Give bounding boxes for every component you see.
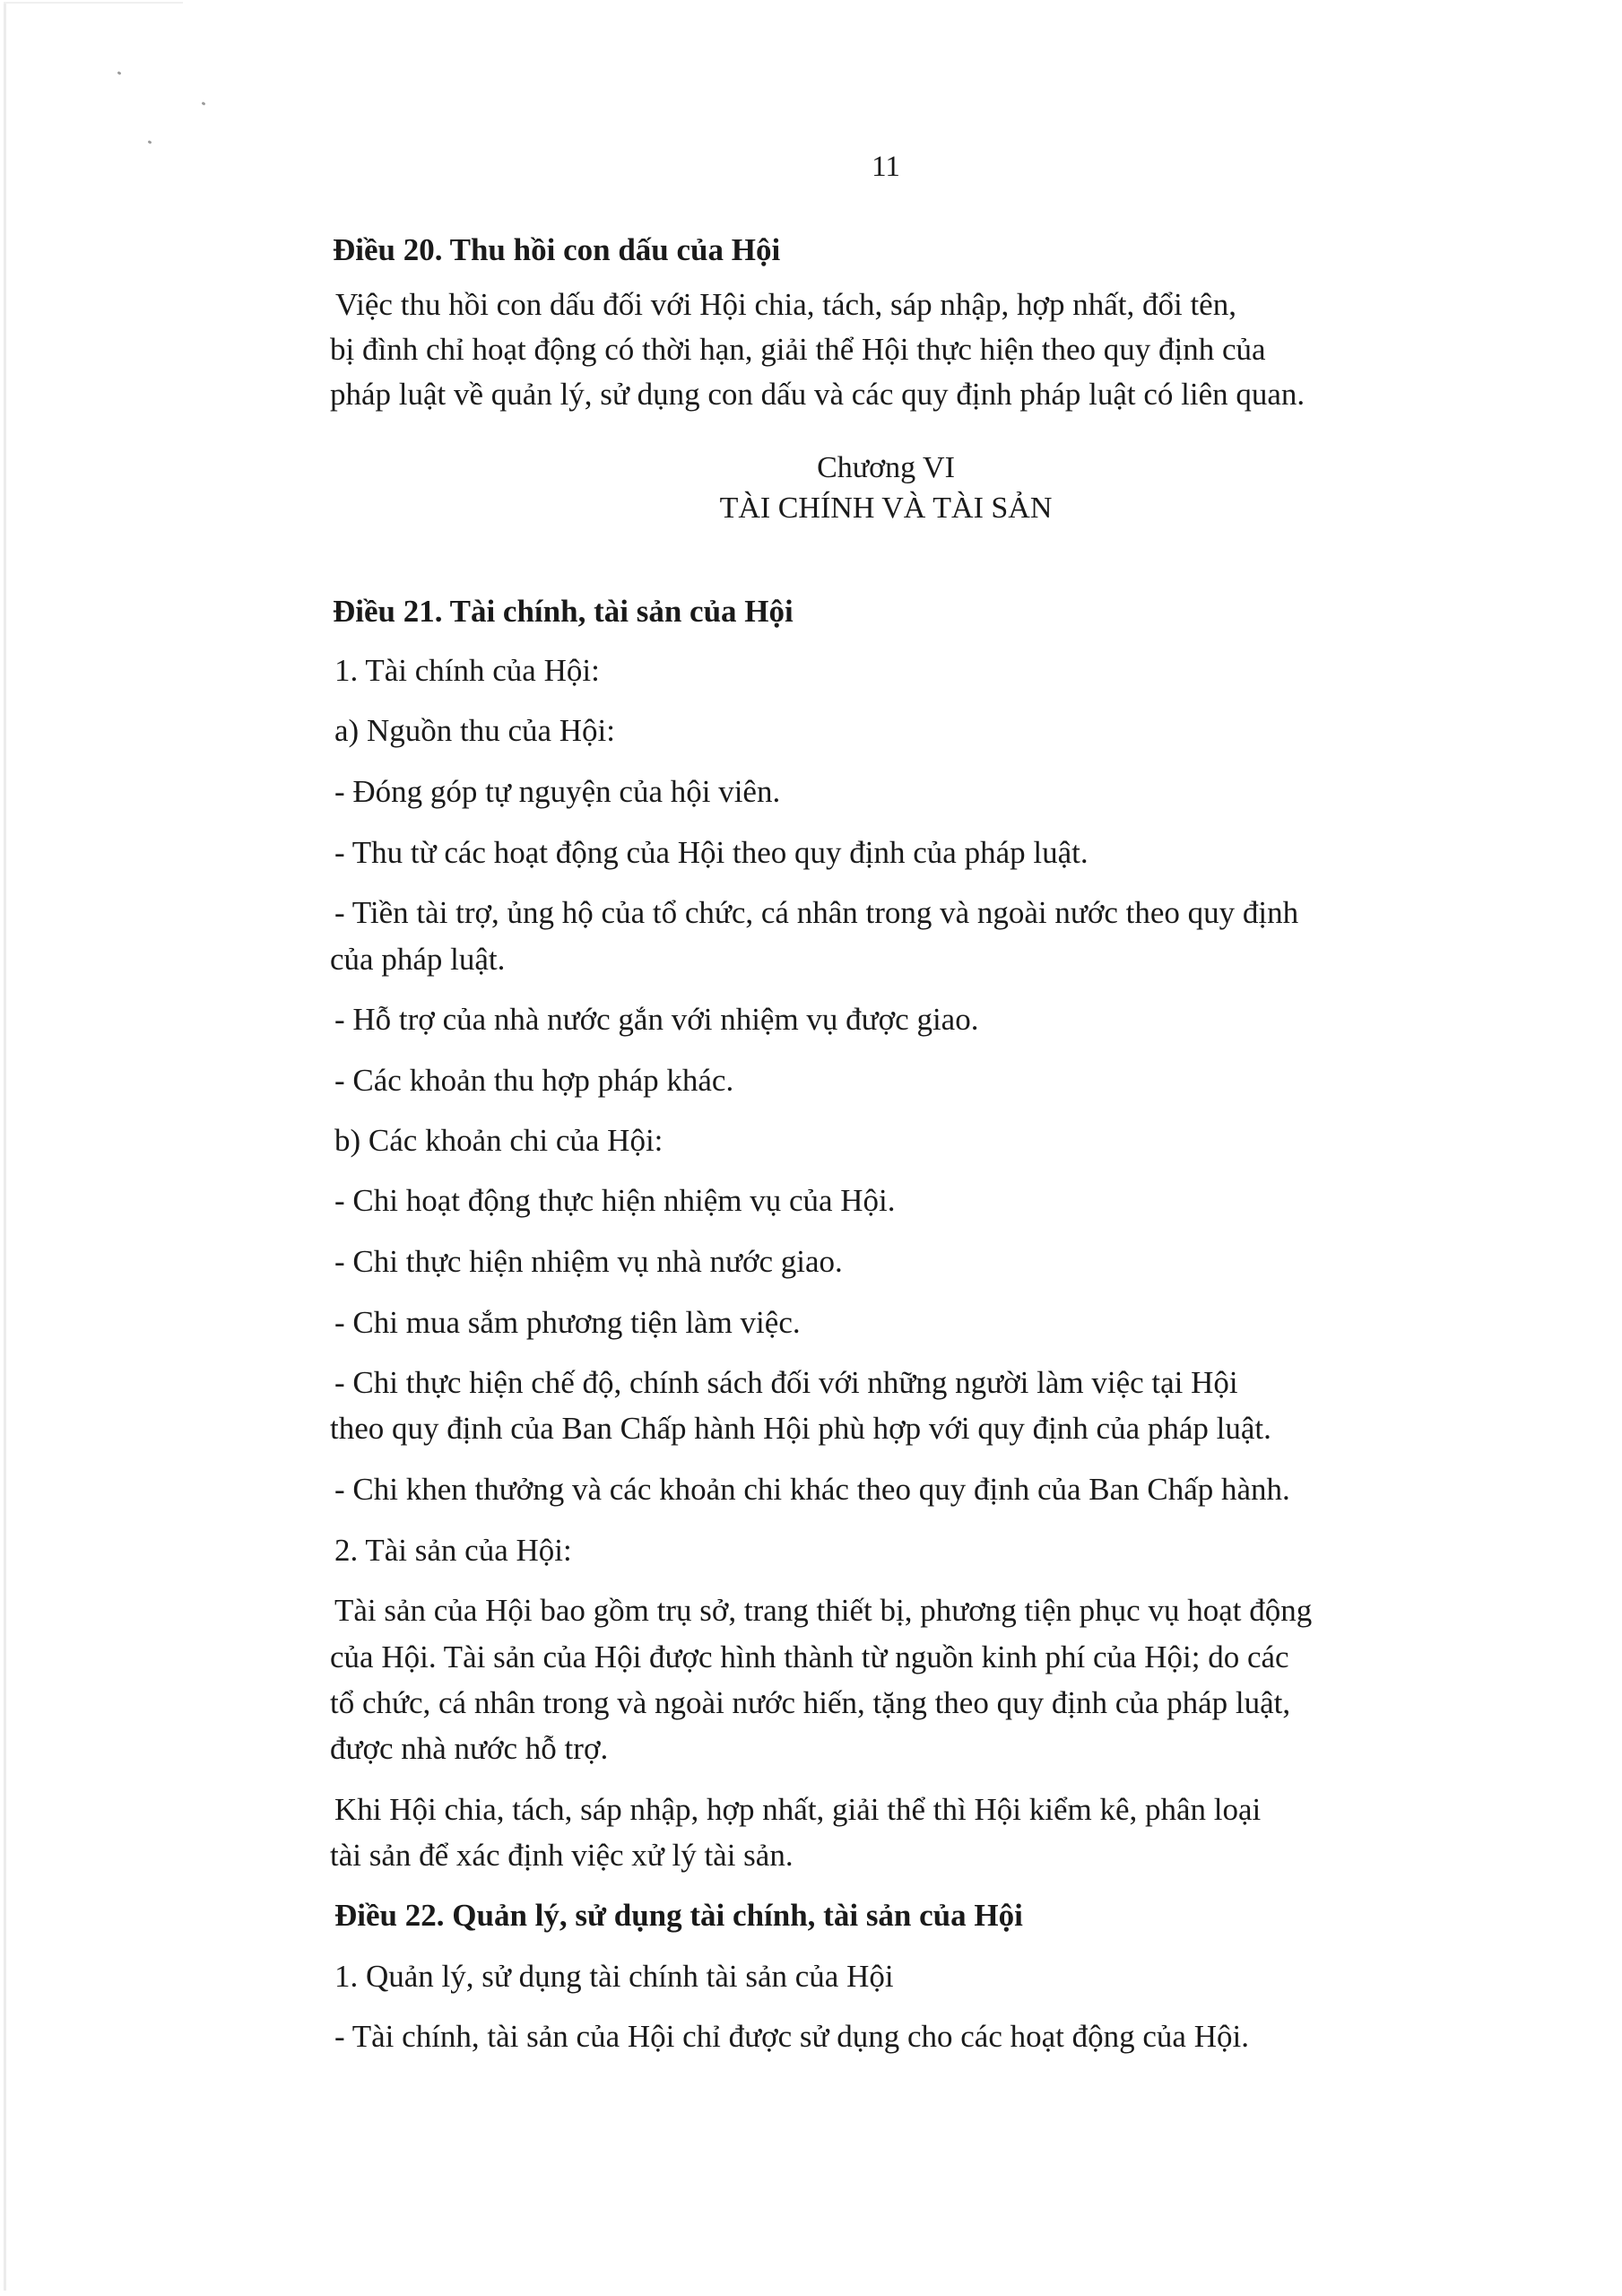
- income-item: - Các khoản thu hợp pháp khác.: [334, 1063, 734, 1098]
- income-item: - Thu từ các hoạt động của Hội theo quy định của pháp luật.: [334, 835, 1089, 870]
- chapter-label: Chương VI: [817, 451, 955, 484]
- expense-item: - Chi thực hiện chế độ, chính sách đối với những người làm việc tại Hội: [334, 1365, 1238, 1400]
- article-21-heading: Điều 21. Tài chính, tài sản của Hội: [333, 594, 794, 629]
- expense-item: - Chi khen thưởng và các khoản chi khác theo quy định của Ban Chấp hành.: [334, 1472, 1290, 1507]
- expense-item: - Chi thực hiện nhiệm vụ nhà nước giao.: [334, 1244, 843, 1279]
- scan-edge-left: [4, 4, 6, 2291]
- article-20-heading: Điều 20. Thu hồi con dấu của Hội: [333, 232, 781, 267]
- article-22-heading: Điều 22. Quản lý, sử dụng tài chính, tài sản của Hội: [334, 1898, 1023, 1933]
- income-item: - Hỗ trợ của nhà nước gắn với nhiệm vụ được giao.: [334, 1002, 979, 1037]
- income-item: - Tiền tài trợ, ủng hộ của tổ chức, cá nhân trong và ngoài nước theo quy định: [334, 895, 1299, 930]
- expense-item: - Chi mua sắm phương tiện làm việc.: [334, 1305, 801, 1340]
- assets-line: tổ chức, cá nhân trong và ngoài nước hiến, tặng theo quy định của pháp luật,: [330, 1685, 1291, 1720]
- income-item: - Đóng góp tự nguyện của hội viên.: [334, 774, 781, 809]
- scan-speck: [202, 101, 206, 106]
- expense-item-continuation: theo quy định của Ban Chấp hành Hội phù hợp với quy định của pháp luật.: [330, 1411, 1271, 1446]
- article-21-item-1: 1. Tài chính của Hội:: [334, 653, 600, 688]
- assets-line: của Hội. Tài sản của Hội được hình thành từ nguồn kinh phí của Hội; do các: [330, 1639, 1289, 1674]
- expense-item: - Chi hoạt động thực hiện nhiệm vụ của Hội.: [334, 1183, 896, 1218]
- article-20-line: Việc thu hồi con dấu đối với Hội chia, tách, sáp nhập, hợp nhất, đổi tên,: [335, 287, 1236, 322]
- scan-speck: [117, 71, 122, 75]
- article-22-line: - Tài chính, tài sản của Hội chỉ được sử dụng cho các hoạt động của Hội.: [334, 2019, 1249, 2054]
- article-20-body: [330, 283, 1442, 417]
- income-item-continuation: của pháp luật.: [330, 942, 506, 977]
- assets-line: Tài sản của Hội bao gồm trụ sở, trang thiết bị, phương tiện phục vụ hoạt động: [334, 1593, 1313, 1628]
- article-21-item-1a: a) Nguồn thu của Hội:: [334, 713, 615, 748]
- inventory-line: tài sản để xác định việc xử lý tài sản.: [330, 1838, 794, 1873]
- article-20-line: pháp luật về quản lý, sử dụng con dấu và các quy định pháp luật có liên quan.: [330, 377, 1305, 412]
- article-21-item-1b: b) Các khoản chi của Hội:: [334, 1123, 664, 1158]
- article-21-item-2: 2. Tài sản của Hội:: [334, 1533, 572, 1568]
- inventory-line: Khi Hội chia, tách, sáp nhập, hợp nhất, giải thể thì Hội kiểm kê, phân loại: [334, 1792, 1262, 1827]
- scan-edge-top: [4, 2, 183, 4]
- chapter-title: TÀI CHÍNH VÀ TÀI SẢN: [719, 491, 1053, 525]
- page-number: 11: [872, 151, 900, 183]
- scan-speck: [148, 140, 152, 144]
- assets-line: được nhà nước hỗ trợ.: [330, 1731, 609, 1766]
- article-22-item-1: 1. Quản lý, sử dụng tài chính tài sản của Hội: [334, 1959, 894, 1994]
- article-20-line: bị đình chỉ hoạt động có thời hạn, giải thể Hội thực hiện theo quy định của: [330, 332, 1266, 367]
